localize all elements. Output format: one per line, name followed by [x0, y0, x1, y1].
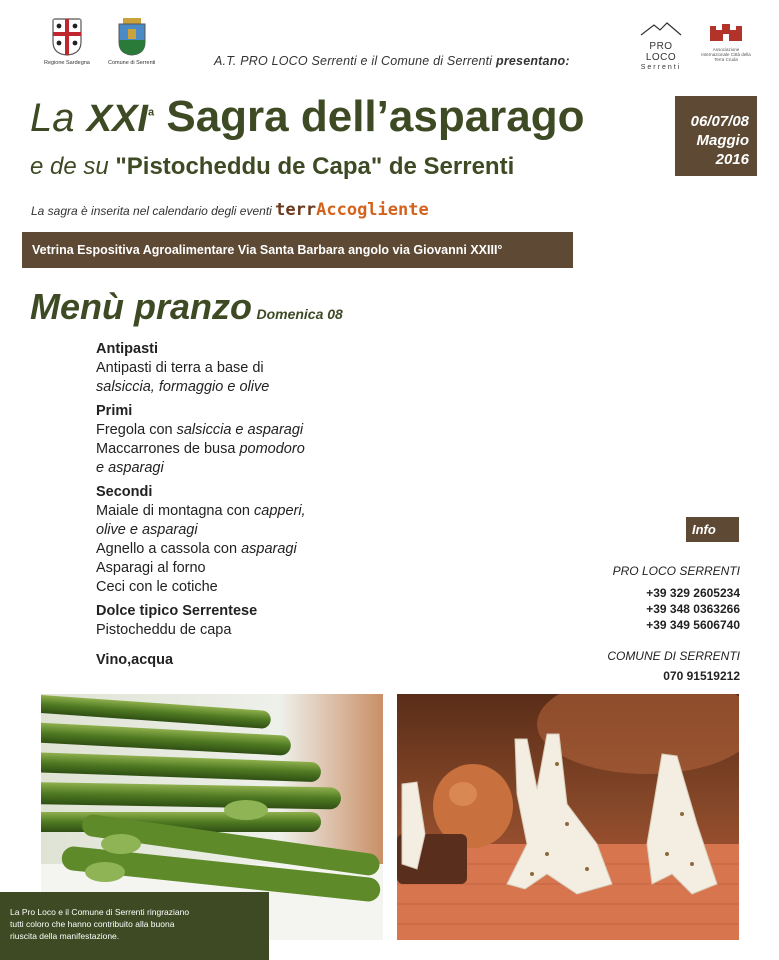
menu-title: Menù pranzo: [30, 286, 252, 327]
contacts: [560, 564, 740, 683]
pistocheddu-photo: [397, 694, 739, 940]
event-title: [30, 92, 585, 141]
comune-phone: 070 91519212: [663, 669, 740, 683]
primi-item2-c: e asparagi: [96, 460, 164, 476]
proloco-logo: [638, 22, 684, 72]
calendar-line: [31, 200, 429, 220]
bevande-label: Vino,acqua: [96, 652, 174, 668]
terraccogliente-brand: [275, 200, 429, 220]
phone-3: +39 349 5606740: [646, 618, 740, 632]
presenter-line: [214, 54, 570, 68]
comune-serrenti-logo: [108, 18, 155, 66]
secondi-item2: [96, 540, 396, 559]
thanks-line2: tutti coloro che hanno contribuito alla buona: [10, 919, 175, 929]
primi-item2-a: Maccarrones de busa: [96, 441, 240, 457]
vetrina-banner: Vetrina Espositiva Agroalimentare Via Santa Barbara angolo via Giovanni XXIII°: [22, 232, 573, 268]
menu-list: [96, 340, 396, 670]
comune-contact-label: COMUNE DI SERRENTI: [607, 649, 740, 663]
proloco-logo-sub: Serrenti: [640, 64, 682, 71]
primi-item1-b: salsiccia e asparagi: [176, 422, 304, 438]
phone-2: +39 348 0363266: [646, 602, 740, 616]
title-main: Sagra dell’asparago: [166, 92, 585, 141]
date-box: [675, 96, 757, 176]
primi-label: Primi: [96, 403, 133, 419]
secondi-item1-c: olive e asparagi: [96, 522, 198, 538]
title-edition: XXI: [86, 98, 148, 140]
secondi-item2-b: asparagi: [241, 541, 297, 557]
thanks-line3: riuscita della manifestazione.: [10, 931, 120, 941]
regione-sardegna-logo: [44, 18, 90, 66]
menu-subtitle: Domenica 08: [256, 306, 343, 322]
secondi-item1-a: Maiale di montagna con: [96, 503, 254, 519]
event-subtitle: [30, 153, 514, 181]
subtitle-bold: "Pistocheddu de Capa" de Serrenti: [115, 153, 515, 180]
date-days: 06/07/08: [690, 113, 749, 130]
brand-part-a: terr: [275, 200, 317, 220]
sardegna-caption: Regione Sardegna: [44, 60, 90, 66]
thanks-line1: La Pro Loco e il Comune di Serrenti ringraziano: [10, 907, 190, 917]
presenter-bold: presentano:: [495, 54, 570, 68]
title-sup: a: [147, 106, 155, 119]
dolce-label: Dolce tipico Serrentese: [96, 603, 258, 619]
pistocheddu-illustration: [397, 694, 739, 940]
antipasti-line2: salsiccia, formaggio e olive: [96, 379, 270, 395]
date-month: Maggio: [696, 132, 749, 149]
castle-icon: [708, 22, 744, 42]
terra-cruda-caption: Associazione Internazionale Città della Terra Cruda: [701, 47, 751, 62]
terra-cruda-logo: [700, 22, 752, 62]
antipasti-line1: Antipasti di terra a base di: [96, 360, 264, 376]
primi-item2-b: pomodoro: [239, 441, 305, 457]
secondi-item1-b: capperi,: [254, 503, 306, 519]
primi-item1: [96, 421, 396, 440]
primi-item2: [96, 440, 396, 459]
serrenti-caption: Comune di Serrenti: [108, 60, 156, 66]
presenter-text: A.T. PRO LOCO Serrenti e il Comune di Serrenti: [214, 54, 493, 68]
proloco-contact-label: PRO LOCO SERRENTI: [612, 564, 740, 578]
serrenti-crest-icon: [117, 18, 147, 56]
secondi-item2-a: Agnello a cassola con: [96, 541, 242, 557]
date-year: 2016: [715, 151, 749, 168]
antipasti-label: Antipasti: [96, 341, 159, 357]
secondi-item4: Ceci con le cotiche: [96, 579, 218, 595]
phone-1: +39 329 2605234: [646, 586, 740, 600]
dolce-item1: Pistocheddu de capa: [96, 622, 232, 638]
secondi-item1: [96, 502, 396, 521]
title-la: La: [30, 96, 75, 140]
sardegna-shield-icon: [52, 18, 82, 56]
menu-heading: [30, 286, 343, 328]
mountain-icon: [640, 22, 682, 36]
subtitle-prefix: e de su: [30, 153, 109, 180]
secondi-label: Secondi: [96, 484, 153, 500]
thanks-note: [0, 892, 269, 960]
calendar-text: La sagra è inserita nel calendario degli eventi: [31, 204, 272, 218]
primi-item1-a: Fregola con: [96, 422, 177, 438]
proloco-logo-text: PRO LOCO: [645, 41, 677, 63]
secondi-item3: Asparagi al forno: [96, 560, 206, 576]
info-box: Info: [686, 517, 739, 542]
brand-part-b: Accogliente: [316, 200, 429, 220]
